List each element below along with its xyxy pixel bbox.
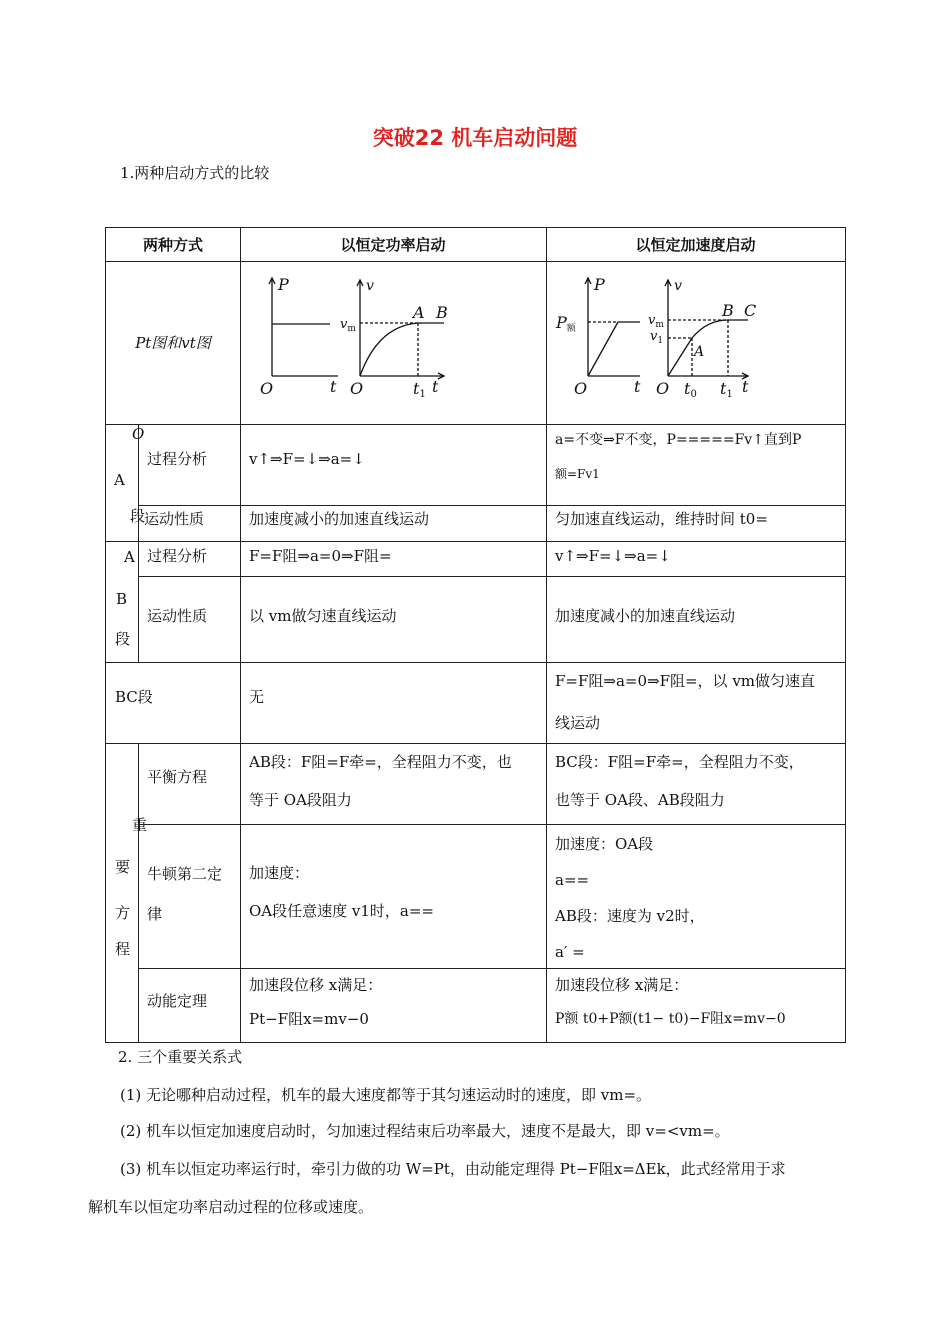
- oa-motion-accel: 匀加速直线运动，维持时间 t0=: [546, 505, 846, 542]
- eq-energy-power-line2: Pt−F阻x=mv−0: [249, 1010, 369, 1028]
- ab-motion-label: 运动性质: [138, 576, 241, 663]
- oa-label-duan: 段: [130, 507, 146, 525]
- t0-label: t0: [684, 379, 697, 400]
- eq-newton-accel-line4: a′ =: [555, 943, 585, 961]
- v-axis-label-2: v: [674, 278, 682, 294]
- ab-process-power: F=F阻⇒a=0⇒F阻=: [240, 541, 547, 577]
- eq-balance-accel: [546, 743, 846, 825]
- bc-accel-line1: F=F阻⇒a=0⇒F阻=，以 vm做匀速直: [555, 672, 816, 690]
- eq-energy-accel-line1: 加速段位移 x满足：: [555, 976, 689, 994]
- ab-section-label: [105, 541, 139, 663]
- bc-accel-line2: 线运动: [555, 714, 601, 732]
- eq-label-char-2: 要: [115, 858, 131, 876]
- p-axis-label: P: [278, 275, 289, 294]
- origin-label-3: O: [574, 379, 588, 398]
- ab-label-duan: 段: [115, 630, 131, 648]
- eq-energy-accel: [546, 968, 846, 1043]
- eq-newton-power: [240, 824, 547, 969]
- point-a-label-2: A: [694, 344, 705, 360]
- section-heading-1: 1.两种启动方式的比较: [120, 164, 270, 182]
- pt-vt-graph-constant-power: [258, 266, 468, 406]
- ab-motion-accel: 加速度减小的加速直线运动: [546, 576, 846, 663]
- point-c-label: C: [744, 301, 757, 320]
- ab-label-a: A: [124, 548, 135, 566]
- eq-newton-accel-line1: 加速度：OA段: [555, 835, 654, 853]
- header-cell-methods: 两种方式: [105, 227, 241, 262]
- t-axis-label-1: t: [330, 377, 337, 396]
- vm-label: $v_m$: [340, 317, 356, 334]
- v-axis-label: v: [366, 278, 374, 294]
- oa-process-accel-line2: 额=Fv1: [555, 467, 600, 481]
- eq-newton-label: [138, 824, 241, 969]
- eq-label-char-4: 程: [115, 940, 131, 958]
- vm-label-2: $v_m$: [648, 313, 664, 330]
- point-b-label: B: [436, 303, 448, 322]
- ab-process-accel: v↑⇒F=↓⇒a=↓: [546, 541, 846, 577]
- ab-label-b: B: [116, 590, 128, 608]
- eq-balance-accel-line2: 也等于 OA段、AB段阻力: [555, 791, 725, 809]
- eq-energy-accel-line2: P额 t0+P额(t1− t0)−F阻x=mv−0: [555, 1011, 786, 1027]
- ab-process-label: 过程分析: [138, 541, 241, 577]
- eq-label-char-1: 重: [132, 816, 148, 834]
- bc-section-label: BC段: [105, 662, 241, 744]
- oa-motion-power: 加速度减小的加速直线运动: [240, 505, 547, 542]
- origin-label-2: O: [350, 379, 364, 398]
- pt-vt-graph-constant-accel: [552, 266, 762, 406]
- eq-energy-power-line1: 加速段位移 x满足：: [249, 976, 383, 994]
- eq-newton-power-line2: OA段任意速度 v1时，a==: [249, 902, 434, 920]
- ab-motion-power: 以 vm做匀速直线运动: [240, 576, 547, 663]
- bc-power: 无: [240, 662, 547, 744]
- eq-newton-label-line2: 律: [147, 905, 163, 923]
- t1-label-2: t1: [720, 379, 733, 400]
- graph-cell-constant-accel: [546, 261, 846, 425]
- header-cell-constant-power: 以恒定功率启动: [240, 227, 547, 262]
- oa-process-label: 过程分析: [138, 424, 241, 506]
- oa-section-label: [105, 424, 146, 542]
- eq-energy-label: 动能定理: [138, 968, 241, 1043]
- eq-balance-label: 平衡方程: [138, 743, 241, 825]
- graph-row-label-text: Pt图和vt图: [135, 334, 211, 352]
- t1-label: t1: [413, 379, 426, 400]
- oa-label-a: A: [114, 471, 125, 489]
- oa-process-accel: [546, 424, 846, 506]
- relation-item-3-line1: (3) 机车以恒定功率运行时，牵引力做的功 W=Pt，由动能定理得 Pt−F阻x=ΔEk，此式经常用于求: [120, 1160, 786, 1178]
- eq-balance-power-line1: AB段：F阻=F牵=，全程阻力不变，也: [249, 753, 512, 771]
- eq-newton-accel-line2: a==: [555, 871, 590, 889]
- header-cell-constant-accel: 以恒定加速度启动: [546, 227, 846, 262]
- eq-balance-power-line2: 等于 OA段阻力: [249, 791, 352, 809]
- relation-item-3-line2: 解机车以恒定功率启动过程的位移或速度。: [88, 1198, 374, 1216]
- eq-newton-label-line1: 牛顿第二定: [147, 865, 223, 883]
- eq-newton-accel: [546, 824, 846, 969]
- eq-energy-power: [240, 968, 547, 1043]
- p-axis-label-2: P: [594, 275, 605, 294]
- t-axis-label-3: t: [634, 377, 641, 396]
- eq-newton-accel-line3: AB段：速度为 v2时，: [555, 907, 705, 925]
- t-axis-label-2: t: [432, 377, 439, 396]
- oa-process-power: v↑⇒F=↓⇒a=↓: [240, 424, 547, 506]
- eq-label-char-3: 方: [115, 904, 131, 922]
- section-heading-2: 2. 三个重要关系式: [118, 1048, 243, 1066]
- bc-accel: [546, 662, 846, 744]
- page-title: 突破22 机车启动问题: [372, 126, 578, 150]
- eq-newton-power-line1: 加速度：: [249, 864, 310, 882]
- oa-process-accel-line1: a=不变⇒F不变，P=====Fv↑直到P: [555, 432, 802, 448]
- relation-item-1: (1) 无论哪种启动过程，机车的最大速度都等于其匀速运动时的速度，即 vm=。: [120, 1086, 652, 1104]
- graph-cell-constant-power: [240, 261, 547, 425]
- point-b-label-2: B: [722, 301, 734, 320]
- origin-label-4: O: [656, 379, 670, 398]
- t-axis-label-4: t: [742, 377, 749, 396]
- relation-item-2: (2) 机车以恒定加速度启动时，匀加速过程结束后功率最大，速度不是最大，即 v=<vm=。: [120, 1122, 730, 1140]
- v1-label: $v_1$: [650, 329, 664, 346]
- p-rated-label: P额: [556, 313, 576, 334]
- eq-balance-power: [240, 743, 547, 825]
- point-a-label: A: [413, 303, 425, 322]
- eq-section-label: [105, 743, 148, 1043]
- graph-row-label: [105, 261, 241, 425]
- oa-motion-label: 运动性质: [138, 505, 241, 542]
- origin-label-1: O: [260, 379, 274, 398]
- oa-label-o: O: [132, 425, 145, 443]
- eq-balance-accel-line1: BC段：F阻=F牵=，全程阻力不变，: [555, 753, 804, 771]
